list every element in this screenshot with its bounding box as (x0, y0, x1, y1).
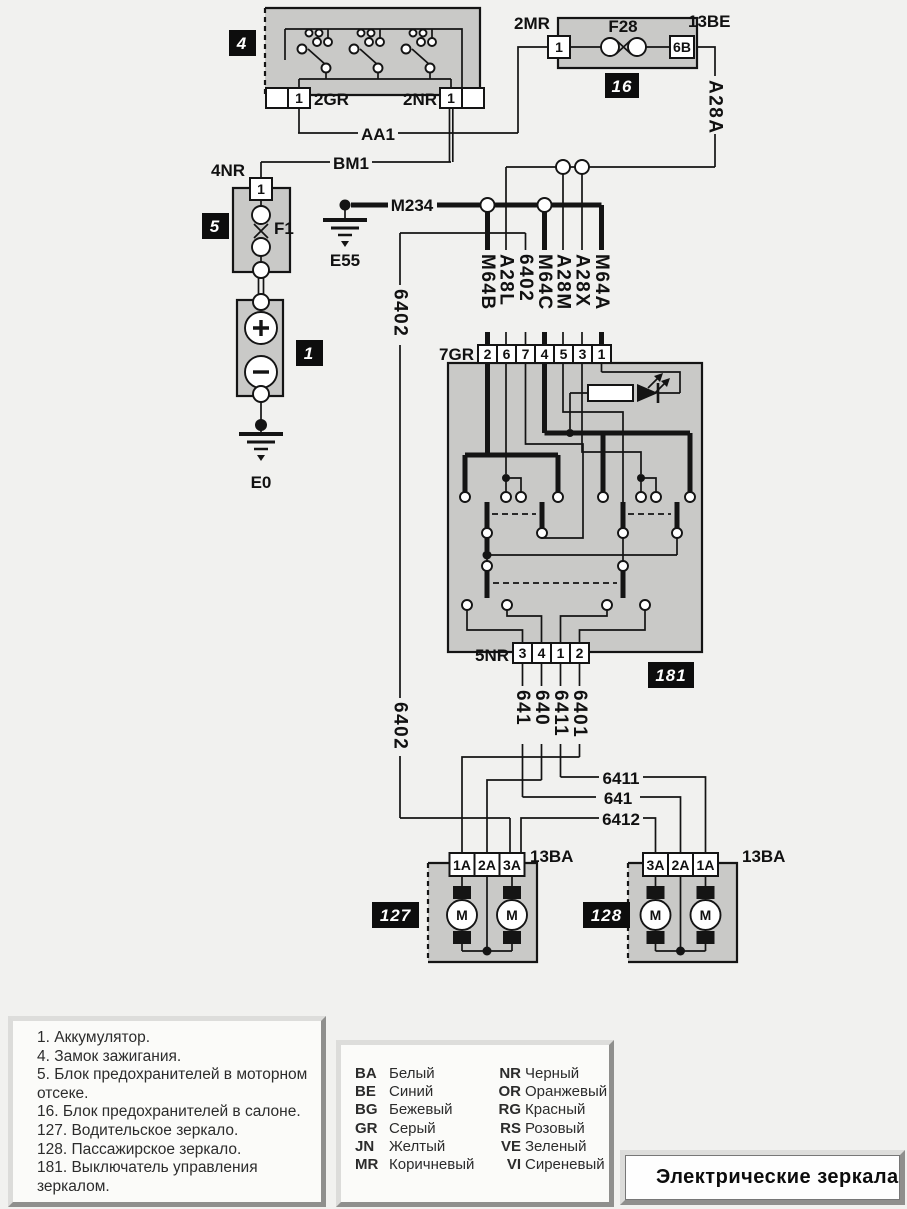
svg-text:7: 7 (521, 346, 530, 362)
wire-2mr-label: 2MR (514, 14, 550, 33)
diagram-title-panel (620, 1150, 905, 1205)
legend-panel (8, 1016, 326, 1207)
resistor-icon (588, 385, 633, 401)
svg-text:1: 1 (556, 645, 565, 661)
connector-7gr (439, 345, 611, 364)
svg-text:128: 128 (590, 906, 623, 925)
ground-e55-label: E55 (329, 251, 361, 270)
svg-text:1: 1 (597, 346, 606, 362)
wire-a28m-label: A28M (552, 254, 574, 311)
connector-7gr-label: 7GR (439, 345, 474, 364)
svg-text:M: M (506, 907, 518, 923)
legend-item: 16. Блок предохранителей в салоне. (37, 1103, 301, 1121)
wire-6401-label: 6401 (569, 690, 590, 739)
color-code-row: BG Бежевый RG Красный (355, 1101, 586, 1119)
wire-a28a-label: A28A (704, 80, 726, 135)
mirror-motor-icon (447, 876, 527, 956)
color-code-row: BE Синий OR Оранжевый (355, 1083, 608, 1101)
connector-13ba-left-label: 13BA (530, 847, 574, 866)
svg-text:4: 4 (236, 34, 248, 53)
color-code-row: BA Белый NR Черный (355, 1065, 580, 1082)
svg-text:3A: 3A (503, 857, 521, 873)
connector-13ba-right-label: 13BA (742, 847, 786, 866)
wire-13be-label: 13BE (688, 12, 731, 31)
fuse-f28-label: F28 (608, 17, 638, 36)
svg-text:M: M (649, 907, 662, 923)
connector-5nr (475, 643, 589, 665)
legend-item: 128. Пассажирское зеркало. (37, 1140, 242, 1158)
wiring-bottom (462, 663, 706, 853)
wire-6402-label-upper: 6402 (389, 289, 411, 338)
svg-text:5: 5 (209, 217, 221, 236)
ground-e0-label: E0 (250, 473, 272, 492)
passenger-mirror-component (583, 847, 785, 962)
connector-2gr-label: 2GR (314, 90, 349, 109)
connector-4nr-label: 4NR (210, 161, 246, 180)
legend-item: 4. Замок зажигания. (37, 1047, 182, 1065)
svg-text:16: 16 (611, 77, 633, 96)
wire-bm1-label: BM1 (333, 154, 369, 173)
branch-6412-label: 6412 (602, 810, 640, 829)
wire-aa1-label: AA1 (360, 125, 396, 144)
branch-6411-label: 6411 (602, 769, 640, 788)
pin-4nr-1: 1 (257, 181, 265, 197)
pin-16-1: 1 (555, 39, 563, 55)
wire-m234-label: M234 (390, 196, 434, 215)
mirror-motor-icon (641, 876, 721, 956)
pin-16-6b: 6B (673, 39, 691, 55)
svg-text:1A: 1A (696, 857, 715, 873)
branch-641-label: 641 (603, 789, 633, 808)
mirror-switch-component (439, 345, 702, 688)
svg-text:4: 4 (540, 346, 549, 362)
battery-component (237, 278, 323, 402)
ground-e55 (323, 200, 367, 271)
legend-item: 5. Блок предохранителей в моторном отсеке. (37, 1066, 308, 1102)
wire-6402-pin7-label: 6402 (515, 254, 536, 303)
svg-text:1A: 1A (453, 857, 471, 873)
cabin-fusebox-component (514, 12, 730, 98)
wire-m64c-label: M64C (534, 254, 555, 311)
color-code-row: GR Серый RS Розовый (355, 1119, 585, 1137)
svg-text:6: 6 (502, 346, 511, 362)
svg-text:3: 3 (518, 645, 527, 661)
color-code-row: JN Желтый VE Зеленый (355, 1137, 587, 1155)
legend-item: 181. Выключатель управления зеркалом. (37, 1159, 258, 1195)
page-title: Электрические зеркала (656, 1166, 899, 1188)
diagram-title-inner (625, 1155, 900, 1200)
svg-text:4: 4 (537, 645, 546, 661)
wire-641-label: 641 (512, 690, 533, 727)
legend-item: 127. Водительское зеркало. (37, 1121, 239, 1139)
color-code-row: MR Коричневый VI Сиреневый (355, 1156, 605, 1174)
connector-2nr-label: 2NR (402, 90, 437, 109)
connector-2gr-cell (266, 88, 288, 108)
svg-text:2A: 2A (671, 857, 690, 873)
fuse-f1-icon (252, 206, 270, 224)
engine-fusebox-component (202, 161, 294, 278)
ignition-switch-component (229, 8, 484, 109)
wire-a28l-label: A28L (495, 254, 517, 307)
ground-e0 (239, 402, 283, 492)
wire-6411-label: 6411 (550, 690, 571, 738)
wire-640-label: 640 (531, 690, 552, 727)
pin-2gr-1: 1 (295, 90, 303, 106)
legend-item: 1. Аккумулятор. (37, 1029, 151, 1046)
top-wire-labels (477, 254, 612, 311)
splice-m64c (538, 198, 552, 212)
wire-6402-label-lower: 6402 (389, 702, 411, 751)
splice-a28x (575, 160, 589, 174)
svg-text:127: 127 (379, 906, 412, 925)
wire-m64b-label: M64B (477, 254, 498, 311)
connector-5nr-label: 5NR (474, 646, 509, 665)
color-codes-panel (336, 1040, 614, 1207)
splice-m64b (481, 198, 495, 212)
svg-text:3: 3 (578, 346, 587, 362)
svg-text:2A: 2A (478, 857, 496, 873)
splice-a28m (556, 160, 570, 174)
svg-text:2: 2 (483, 346, 492, 362)
svg-text:1: 1 (303, 344, 315, 363)
svg-text:M: M (456, 907, 468, 923)
connector-2nr-cell (462, 88, 484, 108)
wire-m64a-label: M64A (591, 254, 612, 311)
svg-text:181: 181 (655, 666, 687, 685)
pin-2nr-1: 1 (447, 90, 455, 106)
svg-text:3A: 3A (646, 857, 665, 873)
svg-text:5: 5 (559, 346, 568, 362)
svg-text:2: 2 (575, 645, 584, 661)
wire-a28x-label: A28X (571, 254, 593, 308)
fuse-f1-label: F1 (274, 219, 294, 238)
driver-mirror-component (372, 847, 573, 962)
svg-text:M: M (699, 907, 712, 923)
